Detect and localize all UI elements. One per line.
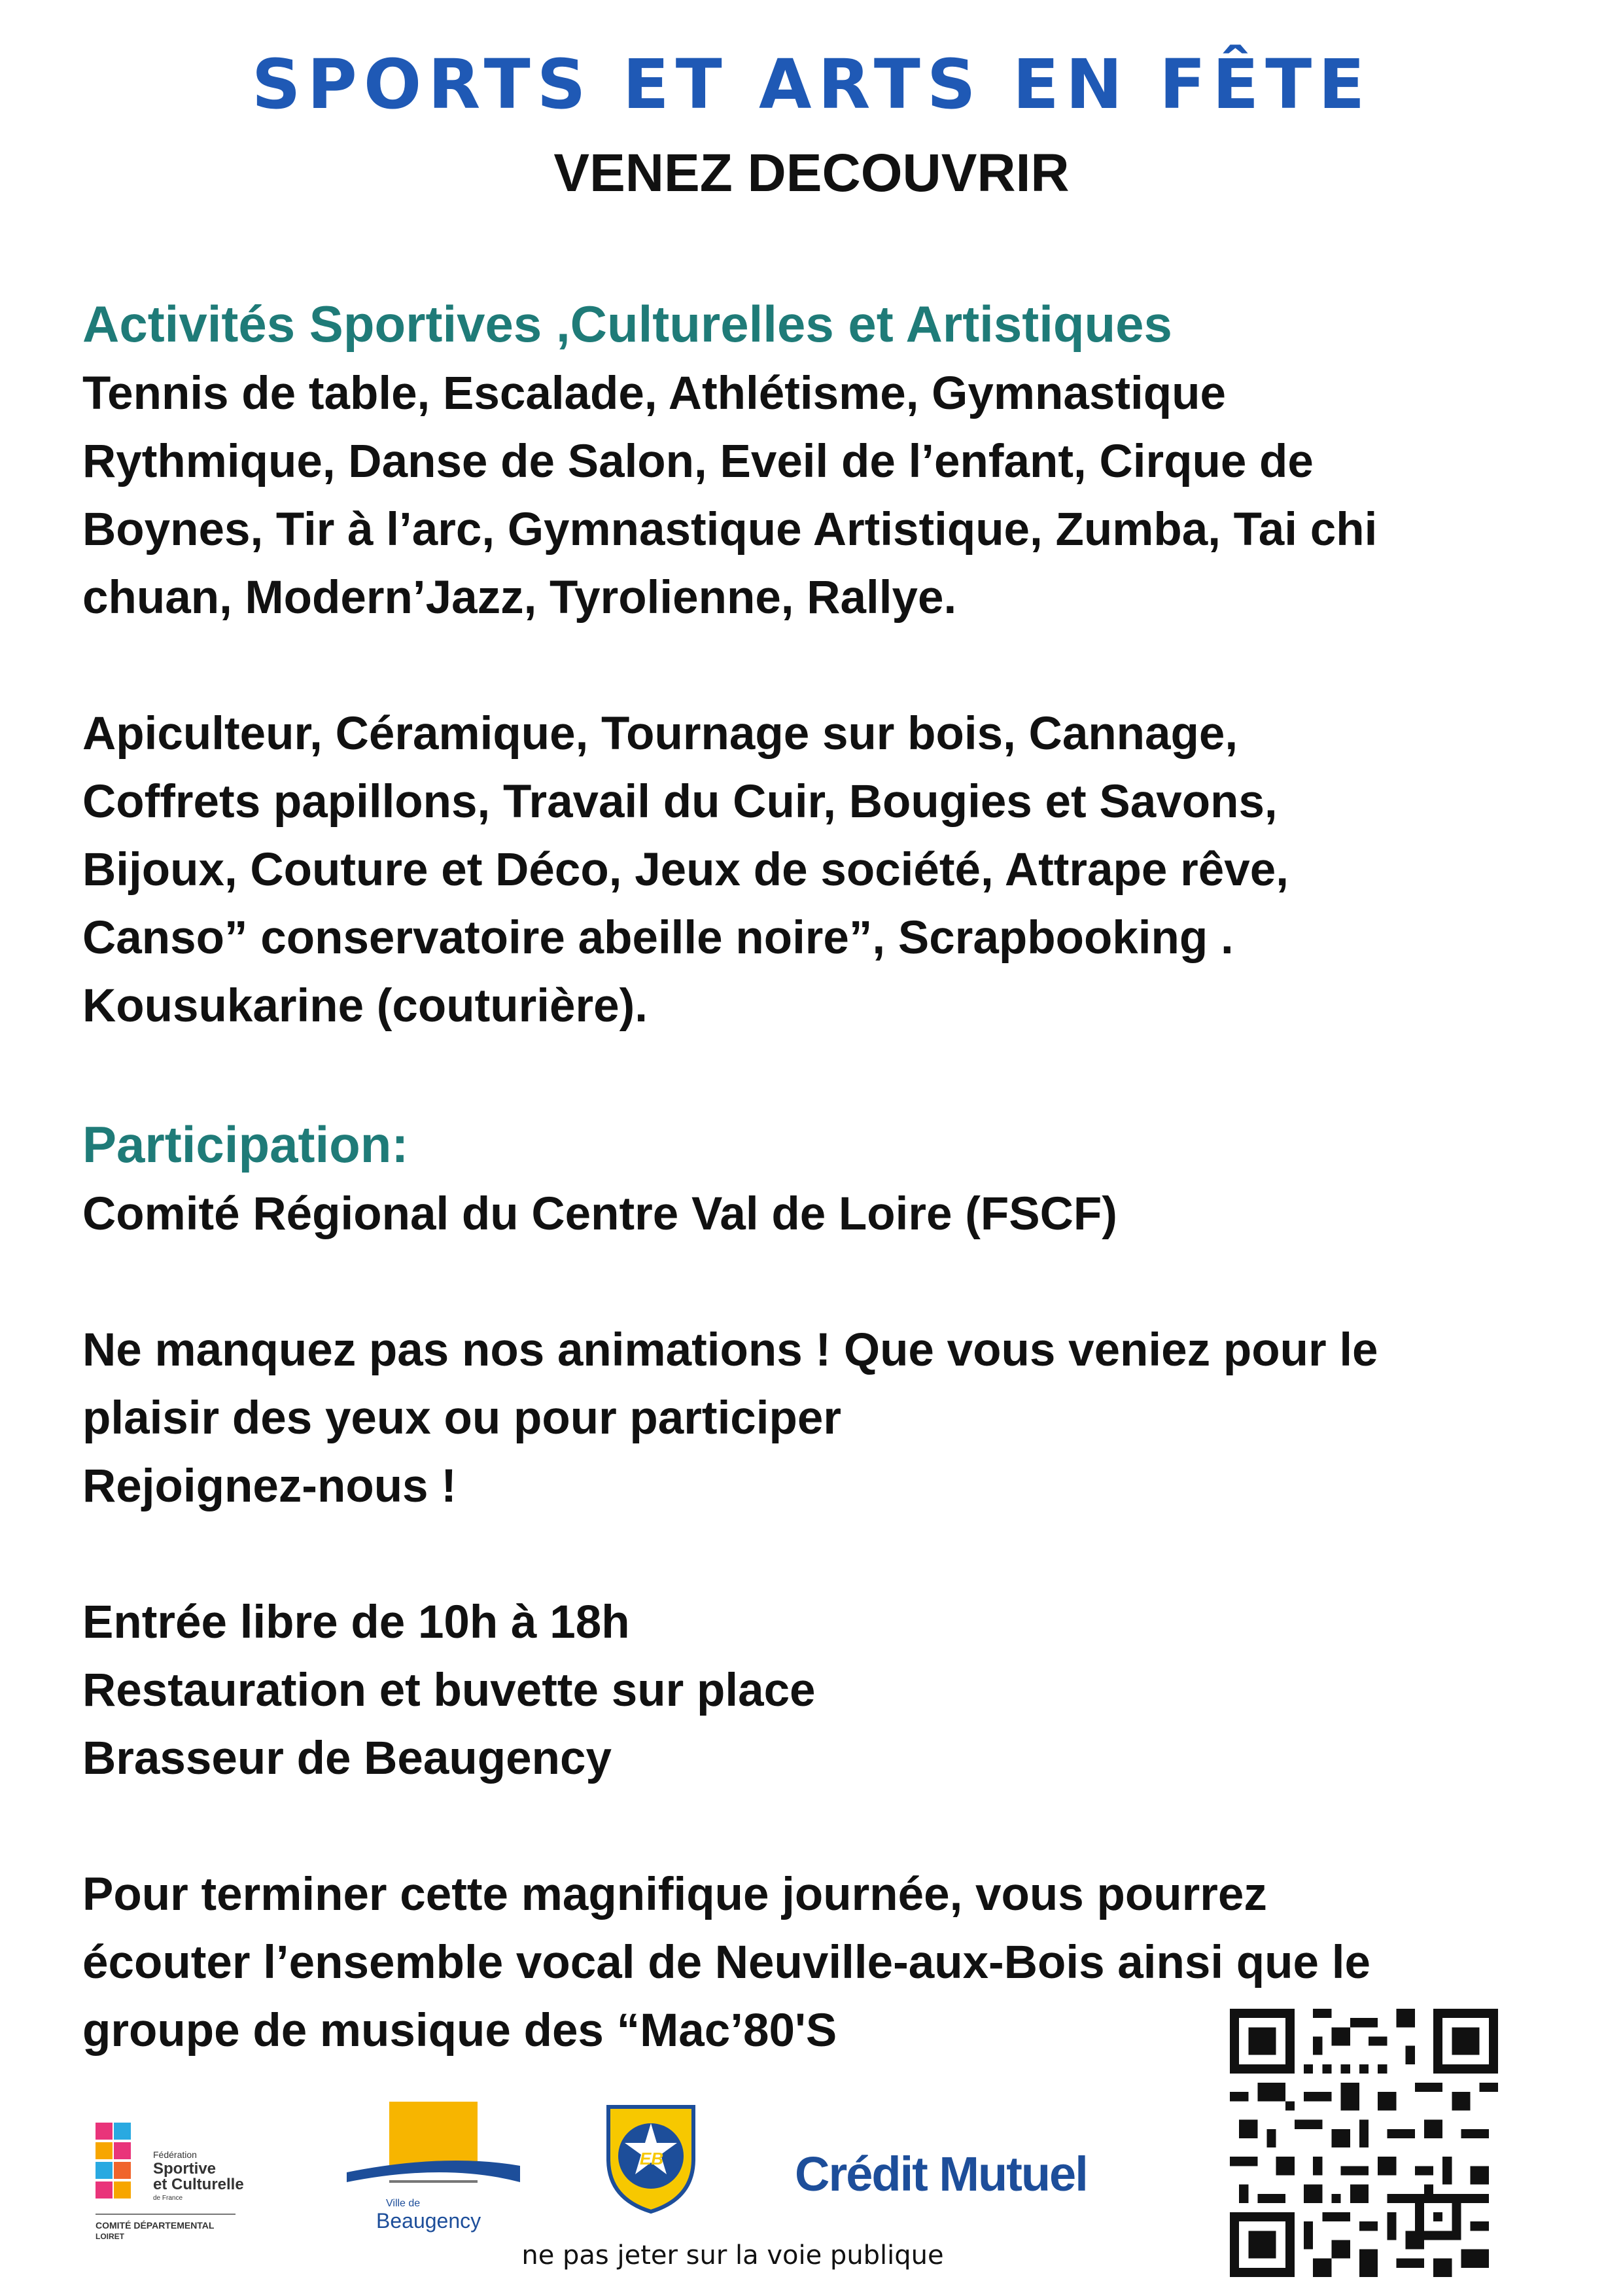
- credit-mutuel-logo: [795, 2146, 1161, 2212]
- beaugency-small-text: Ville de: [386, 2198, 421, 2209]
- eb-initials: EB: [640, 2149, 664, 2168]
- participation-org: Comité Régional du Centre Val de Loire (FSCF): [82, 1188, 1117, 1240]
- footer-note: ne pas jeter sur la voie publique: [521, 2240, 944, 2270]
- text-line: Boynes, Tir à l’arc, Gymnastique Artistique, Zumba, Tai chi: [82, 504, 1378, 556]
- text-line: Brasseur de Beaugency: [82, 1733, 612, 1784]
- text-line: Pour terminer cette magnifique journée, vous pourrez: [82, 1869, 1267, 1920]
- poster-title: SPORTS ET ARTS EN FÊTE: [251, 44, 1372, 124]
- fscf-text: et Culturelle: [153, 2176, 244, 2193]
- fscf-logo: [92, 2120, 262, 2251]
- fscf-committee: COMITÉ DÉPARTEMENTAL: [96, 2220, 215, 2231]
- participation-heading: Participation:: [82, 1116, 409, 1173]
- text-line: groupe de musique des “Mac’80'S: [82, 2005, 837, 2057]
- fscf-region: LOIRET: [96, 2232, 124, 2241]
- text-line: Canso” conservatoire abeille noire”, Scrapbooking .: [82, 912, 1234, 964]
- text-line: Kousukarine (couturière).: [82, 980, 648, 1032]
- text-line: Rejoignez-nous !: [82, 1460, 457, 1512]
- text-line: plaisir des yeux ou pour participer: [82, 1392, 841, 1444]
- qr-code: [1230, 2009, 1498, 2277]
- text-line: Ne manquez pas nos animations ! Que vous veniez pour le: [82, 1324, 1378, 1376]
- text-line: Apiculteur, Céramique, Tournage sur bois, Cannage,: [82, 708, 1238, 760]
- arts-paragraph: [82, 700, 1561, 1040]
- text-line: écouter l’ensemble vocal de Neuville-aux-Bois ainsi que le: [82, 1937, 1370, 1988]
- text-line: Restauration et buvette sur place: [82, 1665, 816, 1716]
- text-line: chuan, Modern’Jazz, Tyrolienne, Rallye.: [82, 572, 957, 624]
- fscf-text: de France: [153, 2195, 183, 2202]
- beaugency-logo: [347, 2100, 530, 2238]
- eb-crest-logo: [602, 2100, 700, 2218]
- activities-heading: Activités Sportives ,Culturelles et Artistiques: [82, 295, 1172, 353]
- text-line: Entrée libre de 10h à 18h: [82, 1597, 630, 1648]
- invite-paragraph: [82, 1316, 1561, 1521]
- sports-paragraph: [82, 360, 1561, 632]
- beaugency-name: Beaugency: [376, 2209, 481, 2233]
- credit-mutuel-text: Crédit Mutuel: [795, 2147, 1087, 2201]
- fscf-text: Sportive: [153, 2160, 217, 2178]
- text-line: Bijoux, Couture et Déco, Jeux de société, Attrape rêve,: [82, 844, 1289, 896]
- fscf-text: Fédération: [153, 2149, 197, 2160]
- poster-content: [82, 288, 1561, 2065]
- poster-subtitle: VENEZ DECOUVRIR: [553, 143, 1070, 203]
- text-line: Rythmique, Danse de Salon, Eveil de l’enfant, Cirque de: [82, 436, 1314, 487]
- info-paragraph: [82, 1589, 1561, 1793]
- text-line: Coffrets papillons, Travail du Cuir, Bougies et Savons,: [82, 776, 1278, 828]
- text-line: Tennis de table, Escalade, Athlétisme, Gymnastique: [82, 368, 1226, 419]
